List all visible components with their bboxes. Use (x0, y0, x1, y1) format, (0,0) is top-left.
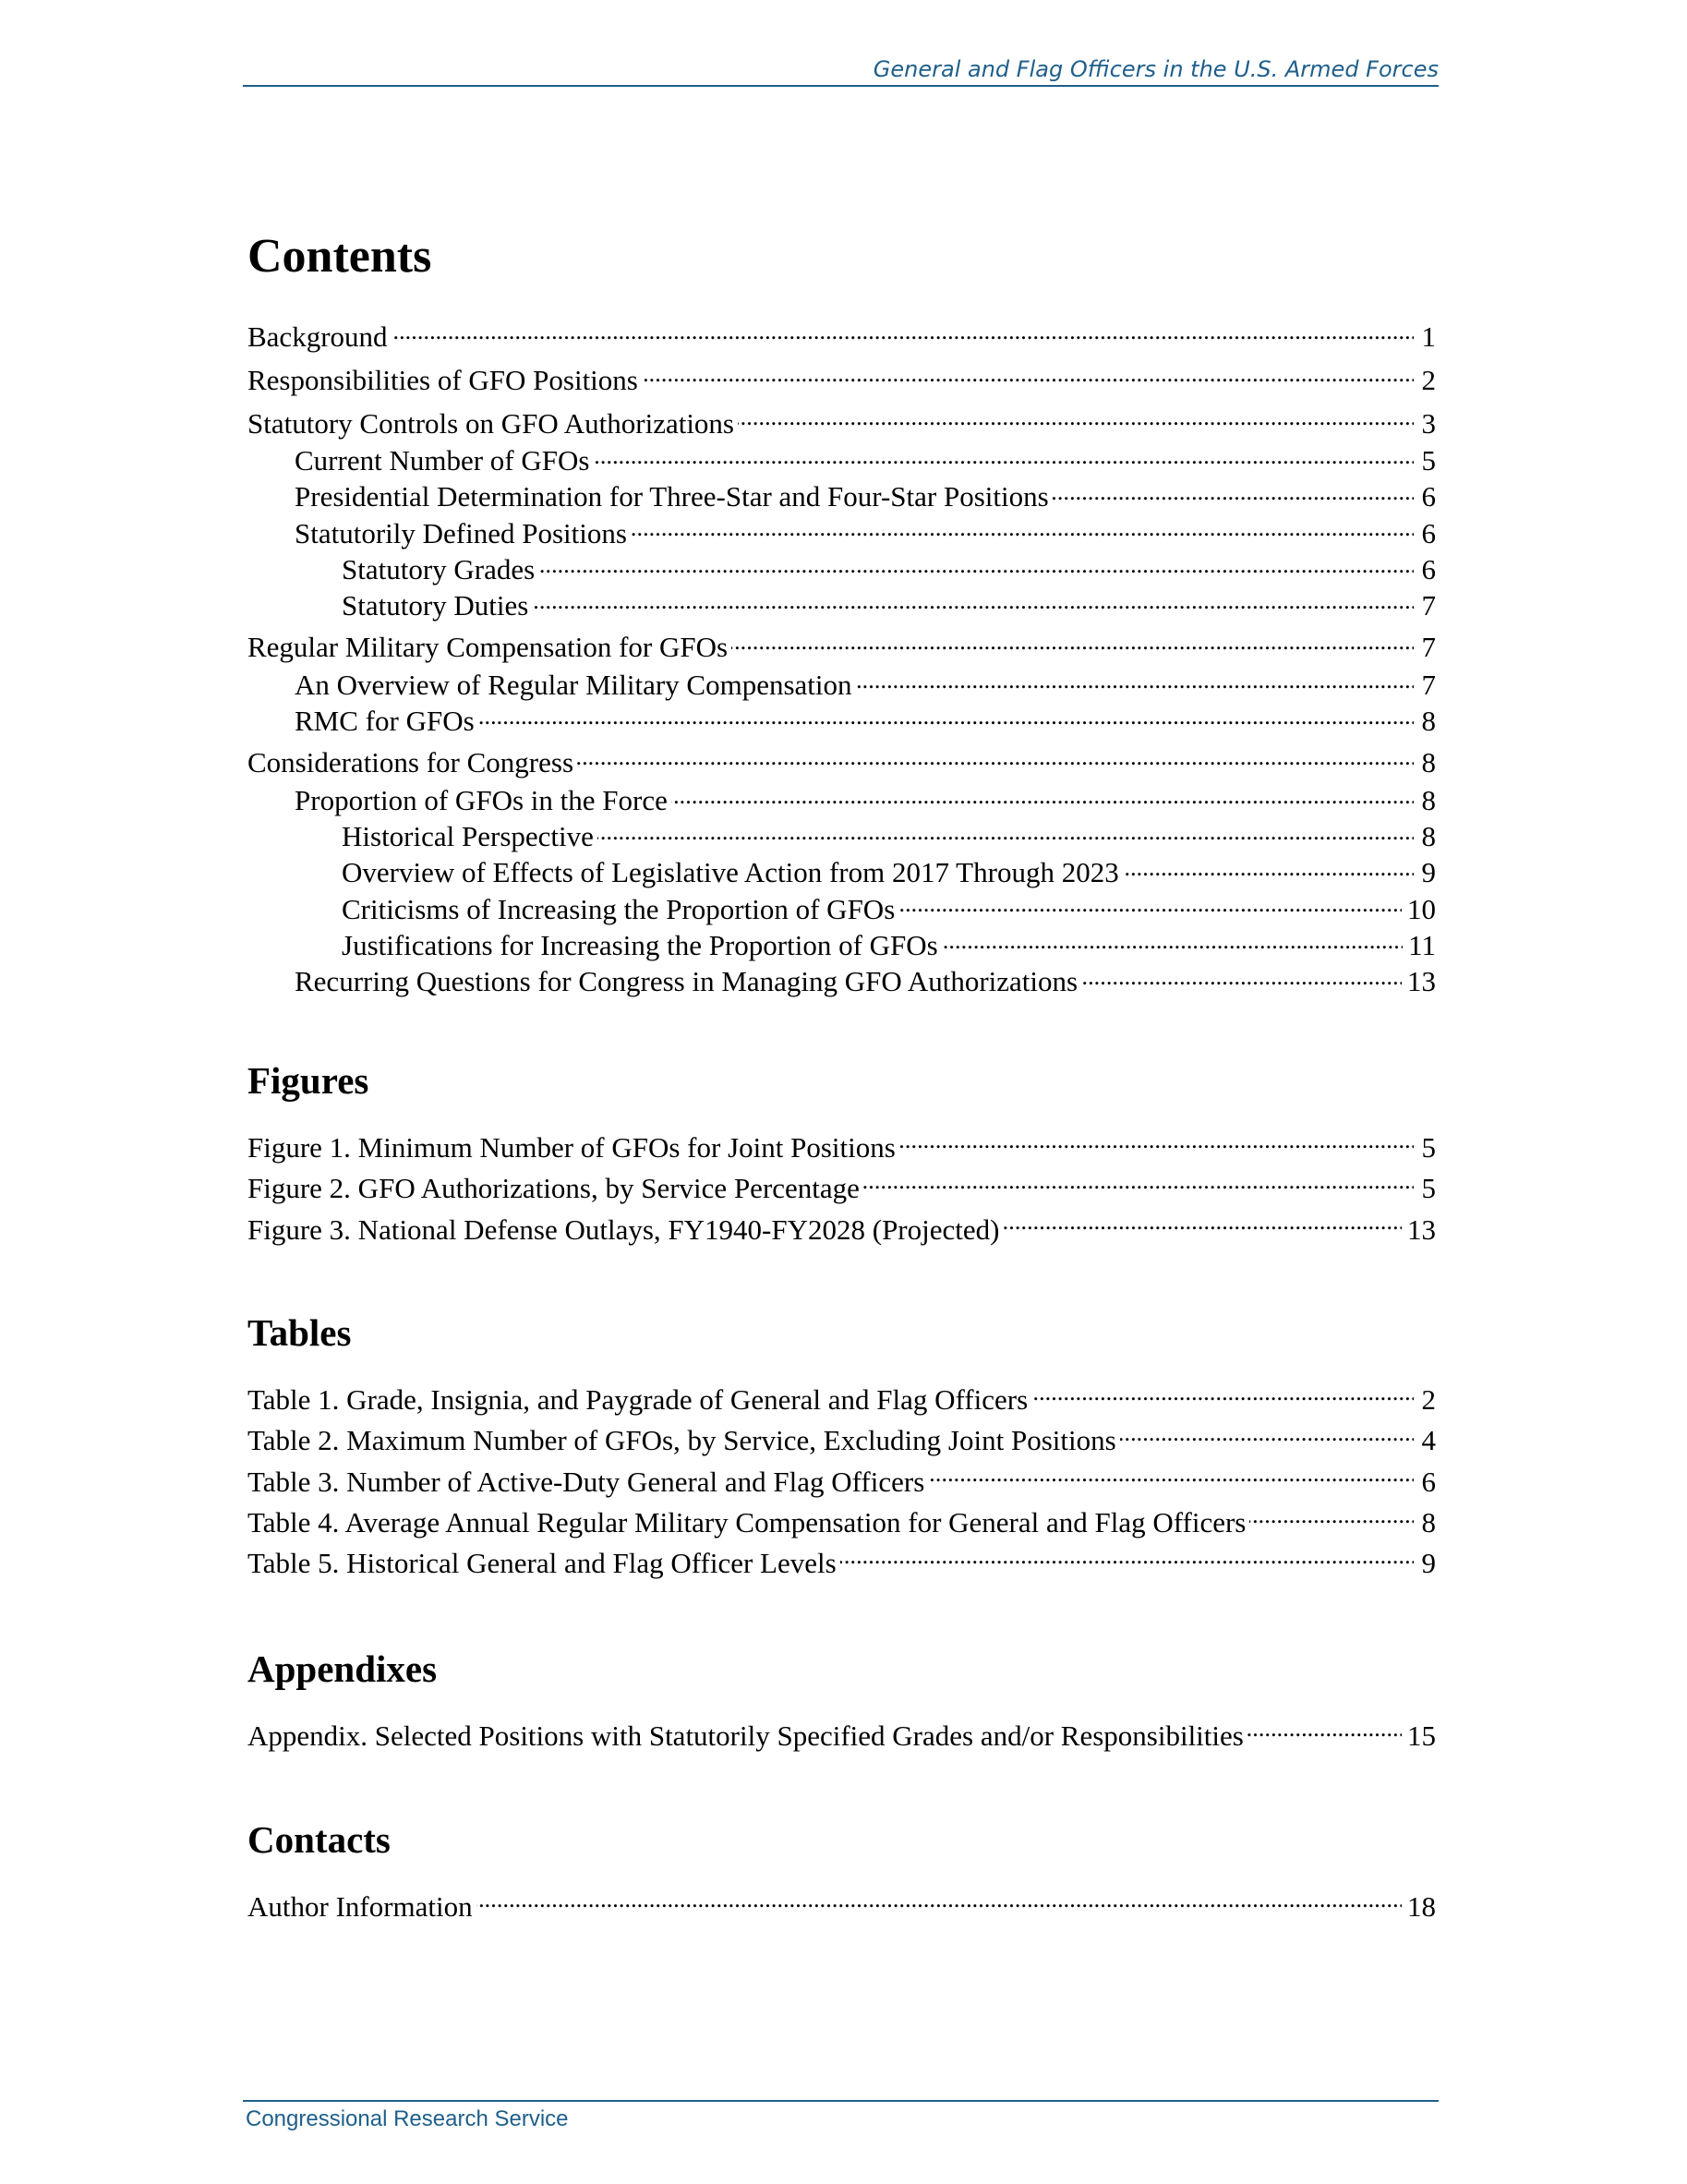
tables-section (247, 1311, 1436, 1585)
dot-leader (593, 441, 1414, 470)
contents-entry-label[interactable]: Statutory Grades (342, 552, 536, 585)
dot-leader (1031, 1381, 1414, 1409)
contents-entry-page-number[interactable]: 6 (1421, 516, 1436, 549)
appendixes-entry-label[interactable]: Appendix. Selected Positions with Statutorily Specified Grades and/or Responsibilities (247, 1719, 1244, 1752)
contacts-entry[interactable] (247, 1887, 1436, 1927)
contents-entry-label[interactable]: Presidential Determination for Three-Star and Four-Star Positions (295, 480, 1049, 513)
contacts-entry-page-number[interactable]: 18 (1407, 1890, 1436, 1923)
contents-entry-label[interactable]: Criticisms of Increasing the Proportion of GFOs (342, 892, 896, 925)
contents-entry-page-number[interactable]: 11 (1408, 928, 1436, 961)
contents-entry-label[interactable]: Justifications for Increasing the Proportion of GFOs (342, 928, 938, 961)
contents-entry[interactable] (247, 550, 1436, 586)
contents-entry-page-number[interactable]: 8 (1421, 746, 1436, 779)
figures-entry-page-number[interactable]: 5 (1421, 1131, 1436, 1164)
contents-entry-label[interactable]: Statutory Duties (342, 589, 529, 621)
contents-entry-label[interactable]: Background (247, 320, 388, 353)
contacts-heading: Contacts (247, 1818, 391, 1861)
dot-leader (478, 702, 1414, 730)
contents-entry-page-number[interactable]: 9 (1421, 856, 1436, 889)
running-header (243, 54, 1439, 87)
contents-entry-page-number[interactable]: 8 (1421, 820, 1436, 853)
contents-entry[interactable] (247, 666, 1436, 702)
dot-leader (856, 666, 1414, 694)
dot-leader (1249, 1503, 1414, 1532)
contents-entry[interactable] (247, 781, 1436, 817)
tables-entry-label[interactable]: Table 5. Historical General and Flag Officer Levels (247, 1547, 837, 1580)
tables-entry-page-number[interactable]: 8 (1421, 1505, 1436, 1538)
footer-publisher: Congressional Research Service (246, 2106, 569, 2131)
contents-entry[interactable] (247, 853, 1436, 889)
contents-entry-label[interactable]: An Overview of Regular Military Compensation (295, 668, 852, 701)
contents-entry-label[interactable]: Statutorily Defined Positions (295, 516, 627, 549)
contents-entry-page-number[interactable]: 6 (1421, 552, 1436, 585)
tables-entry[interactable] (247, 1420, 1436, 1461)
dot-leader (738, 404, 1414, 433)
contents-entry-page-number[interactable]: 7 (1421, 589, 1436, 621)
appendixes-heading: Appendixes (247, 1647, 438, 1690)
contents-entry[interactable] (247, 926, 1436, 962)
tables-entry[interactable] (247, 1543, 1436, 1584)
contents-entry[interactable] (247, 628, 1436, 666)
contents-entry-label[interactable]: Regular Military Compensation for GFOs (247, 631, 729, 664)
tables-entry-page-number[interactable]: 6 (1421, 1465, 1436, 1498)
tables-entry-label[interactable]: Table 2. Maximum Number of GFOs, by Service, Excluding Joint Positions (247, 1424, 1116, 1457)
running-header-title: General and Flag Officers in the U.S. Armed Forces (873, 56, 1439, 82)
dot-leader (577, 743, 1414, 772)
dot-leader (898, 890, 1402, 919)
contents-entry[interactable] (247, 743, 1436, 781)
tables-entry-page-number[interactable]: 4 (1421, 1424, 1436, 1457)
contents-entry-label[interactable]: Current Number of GFOs (295, 444, 590, 477)
appendixes-section (247, 1647, 1436, 1756)
dot-leader (1081, 962, 1402, 991)
tables-heading: Tables (247, 1311, 352, 1354)
dot-leader (863, 1169, 1414, 1198)
figures-entry-page-number[interactable]: 5 (1421, 1172, 1436, 1205)
dot-leader (840, 1544, 1414, 1573)
contents-entry-label[interactable]: Statutory Controls on GFO Authorizations (247, 406, 734, 440)
contents-entry-page-number[interactable]: 3 (1421, 406, 1436, 440)
figures-entry-label[interactable]: Figure 2. GFO Authorizations, by Service Percentage (247, 1172, 860, 1205)
contents-heading: Contents (247, 230, 432, 283)
contents-entry-label[interactable]: RMC for GFOs (295, 705, 475, 738)
appendixes-entry-page-number[interactable]: 15 (1407, 1719, 1436, 1752)
tables-entry[interactable] (247, 1462, 1436, 1502)
dot-leader (642, 361, 1414, 390)
dot-leader (476, 1888, 1402, 1916)
dot-leader (928, 1463, 1414, 1491)
tables-entry[interactable] (247, 1502, 1436, 1543)
dot-leader (1123, 853, 1414, 882)
contents-entry-label[interactable]: Considerations for Congress (247, 746, 574, 779)
contents-section (247, 230, 1436, 998)
appendixes-entry[interactable] (247, 1716, 1436, 1756)
contents-entry[interactable] (247, 404, 1436, 442)
contents-entry[interactable] (247, 514, 1436, 550)
contents-entry-label[interactable]: Proportion of GFOs in the Force (295, 784, 668, 817)
dot-leader (1120, 1421, 1414, 1450)
contacts-list (247, 1887, 1436, 1927)
dot-leader (899, 1128, 1414, 1157)
tables-entry-page-number[interactable]: 2 (1421, 1383, 1436, 1416)
contents-entry-page-number[interactable]: 5 (1421, 444, 1436, 477)
dot-leader (942, 926, 1403, 955)
contents-entry[interactable] (247, 477, 1436, 513)
dot-leader (532, 586, 1414, 615)
figures-list (247, 1128, 1436, 1250)
figures-entry[interactable] (247, 1168, 1436, 1209)
dot-leader (538, 550, 1414, 579)
contents-entry-page-number[interactable]: 6 (1421, 480, 1436, 513)
contents-entry-page-number[interactable]: 8 (1421, 705, 1436, 738)
dot-leader (1053, 477, 1414, 506)
contents-entry-page-number[interactable]: 2 (1421, 363, 1436, 396)
figures-entry-label[interactable]: Figure 3. National Defense Outlays, FY1940-FY2028 (Projected) (247, 1213, 1000, 1246)
contents-entry[interactable] (247, 441, 1436, 477)
contents-entry-label[interactable]: Recurring Questions for Congress in Managing GFO Authorizations (295, 965, 1078, 997)
contents-entry-page-number[interactable]: 10 (1407, 892, 1436, 925)
dot-leader (392, 318, 1414, 346)
tables-entry-page-number[interactable]: 9 (1421, 1547, 1436, 1580)
contents-entry-label[interactable]: Historical Perspective (342, 820, 594, 853)
contents-entry[interactable] (247, 586, 1436, 622)
contents-entry-page-number[interactable]: 7 (1421, 631, 1436, 664)
contents-entry-label[interactable]: Responsibilities of GFO Positions (247, 363, 638, 396)
contents-list (247, 318, 1436, 998)
figures-heading: Figures (247, 1059, 369, 1102)
dot-leader (1247, 1717, 1402, 1745)
figures-entry-label[interactable]: Figure 1. Minimum Number of GFOs for Joint Positions (247, 1131, 896, 1164)
dot-leader (1003, 1211, 1402, 1239)
contents-entry-page-number[interactable]: 7 (1421, 668, 1436, 701)
figures-entry-page-number[interactable]: 13 (1407, 1213, 1436, 1246)
contents-entry-page-number[interactable]: 8 (1421, 784, 1436, 817)
contents-entry-page-number[interactable]: 1 (1421, 320, 1436, 353)
contents-entry[interactable] (247, 318, 1436, 356)
appendixes-list (247, 1716, 1436, 1756)
contacts-entry-label[interactable]: Author Information (247, 1890, 473, 1923)
contents-entry[interactable] (247, 361, 1436, 399)
tables-entry-label[interactable]: Table 3. Number of Active-Duty General and Flag Officers (247, 1465, 925, 1498)
contacts-section (247, 1818, 1436, 1927)
figures-entry[interactable] (247, 1210, 1436, 1250)
contents-entry[interactable] (247, 890, 1436, 926)
dot-leader (597, 817, 1414, 846)
tables-entry[interactable] (247, 1380, 1436, 1420)
contents-entry[interactable] (247, 962, 1436, 998)
figures-entry[interactable] (247, 1128, 1436, 1168)
dot-leader (631, 514, 1414, 543)
tables-entry-label[interactable]: Table 1. Grade, Insignia, and Paygrade of General and Flag Officers (247, 1383, 1029, 1416)
dot-leader (731, 628, 1414, 657)
contents-entry[interactable] (247, 817, 1436, 853)
tables-entry-label[interactable]: Table 4. Average Annual Regular Military Compensation for General and Flag Officers (247, 1505, 1247, 1538)
figures-section (247, 1059, 1436, 1250)
tables-list (247, 1380, 1436, 1585)
contents-entry[interactable] (247, 702, 1436, 738)
contents-entry-label[interactable]: Overview of Effects of Legislative Action from 2017 Through 2023 (342, 856, 1119, 889)
running-footer (243, 2100, 1439, 2132)
dot-leader (671, 781, 1414, 810)
contents-entry-page-number[interactable]: 13 (1407, 965, 1436, 997)
